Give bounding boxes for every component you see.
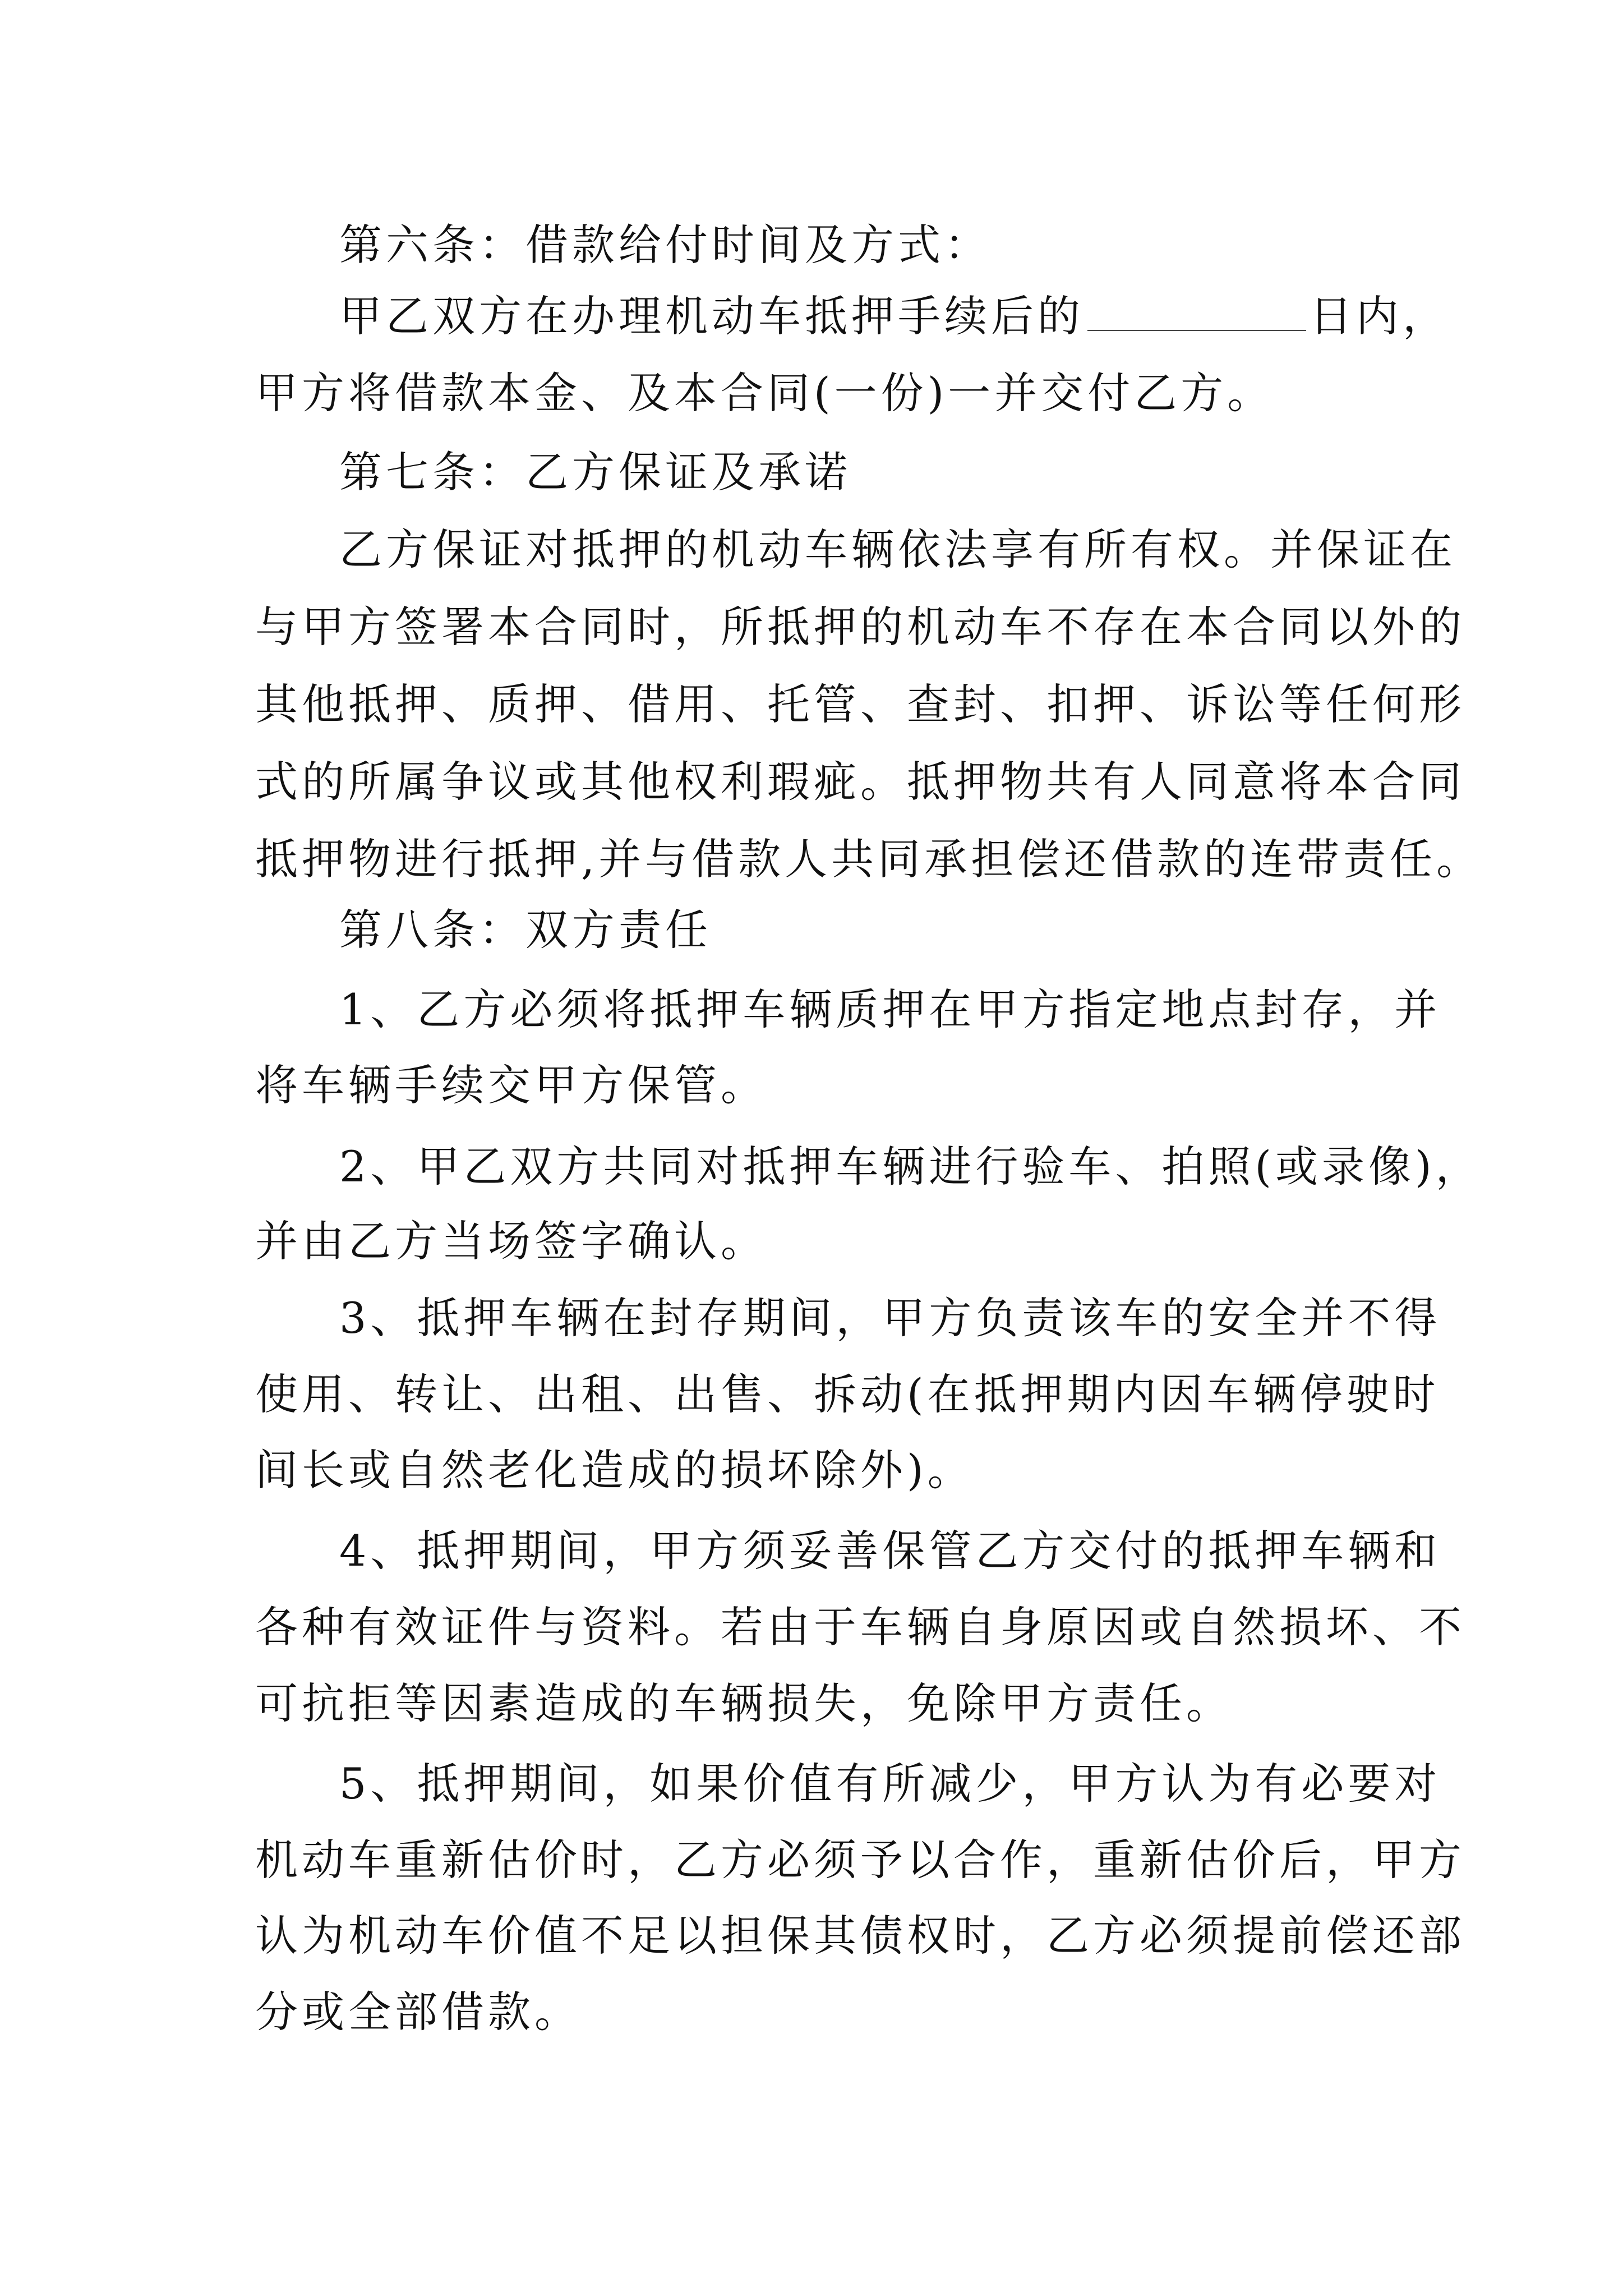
article7-line: 抵押物进行抵押,并与借款人共同承担偿还借款的连带责任。 — [255, 834, 1483, 884]
article6-heading: 第六条：借款给付时间及方式： — [339, 220, 991, 270]
article8-item-3-line: 3、抵押车辆在封存期间，甲方负责该车的安全并不得 — [339, 1293, 1441, 1343]
article8-heading: 第八条：双方责任 — [339, 905, 712, 955]
article7-line: 其他抵押、质押、借用、托管、查封、扣押、诉讼等任何形 — [255, 679, 1465, 729]
article6-line-1-text: 甲乙双方在办理机动车抵押手续后的 — [339, 291, 1084, 341]
article8-item-4-line: 可抗拒等因素造成的车辆损失，免除甲方责任。 — [255, 1678, 1233, 1728]
article8-item-1-line: 1、乙方必须将抵押车辆质押在甲方指定地点封存，并 — [339, 984, 1441, 1034]
article8-item-5-line: 5、抵押期间，如果价值有所减少，甲方认为有必要对 — [339, 1759, 1441, 1809]
article8-item-3-line: 使用、转让、出租、出售、拆动(在抵押期内因车辆停驶时 — [255, 1369, 1440, 1419]
article7-heading: 第七条：乙方保证及承诺 — [339, 447, 851, 497]
article6-line-2: 甲方将借款本金、及本合同(一份)一并交付乙方。 — [255, 368, 1274, 418]
article8-item-5-line: 认为机动车价值不足以担保其债权时，乙方必须提前偿还部 — [255, 1911, 1465, 1961]
article7-line: 与甲方签署本合同时，所抵押的机动车不存在本合同以外的 — [255, 602, 1465, 652]
article8-item-2-line: 2、甲乙双方共同对抵押车辆进行验车、拍照(或录像)， — [339, 1142, 1482, 1191]
article8-item-5-line: 分或全部借款。 — [255, 1987, 581, 2037]
article8-item-4-line: 4、抵押期间，甲方须妥善保管乙方交付的抵押车辆和 — [339, 1526, 1441, 1576]
article8-item-3-line: 间长或自然老化造成的损坏除外)。 — [255, 1445, 974, 1495]
article8-item-1-line: 将车辆手续交甲方保管。 — [255, 1060, 767, 1110]
article7-line: 式的所属争议或其他权利瑕疵。抵押物共有人同意将本合同 — [255, 757, 1465, 807]
article8-item-5-line: 机动车重新估价时，乙方必须予以合作，重新估价后，甲方 — [255, 1835, 1465, 1885]
fill-in-blank-days[interactable] — [1087, 330, 1306, 331]
article8-item-2-line: 并由乙方当场签字确认。 — [255, 1216, 767, 1266]
article7-line: 乙方保证对抵押的机动车辆依法享有所有权。并保证在 — [339, 524, 1456, 574]
article8-item-4-line: 各种有效证件与资料。若由于车辆自身原因或自然损坏、不 — [255, 1602, 1465, 1652]
article6-line-1 — [339, 288, 1461, 344]
article6-line-1-tail: 日内， — [1310, 291, 1449, 341]
